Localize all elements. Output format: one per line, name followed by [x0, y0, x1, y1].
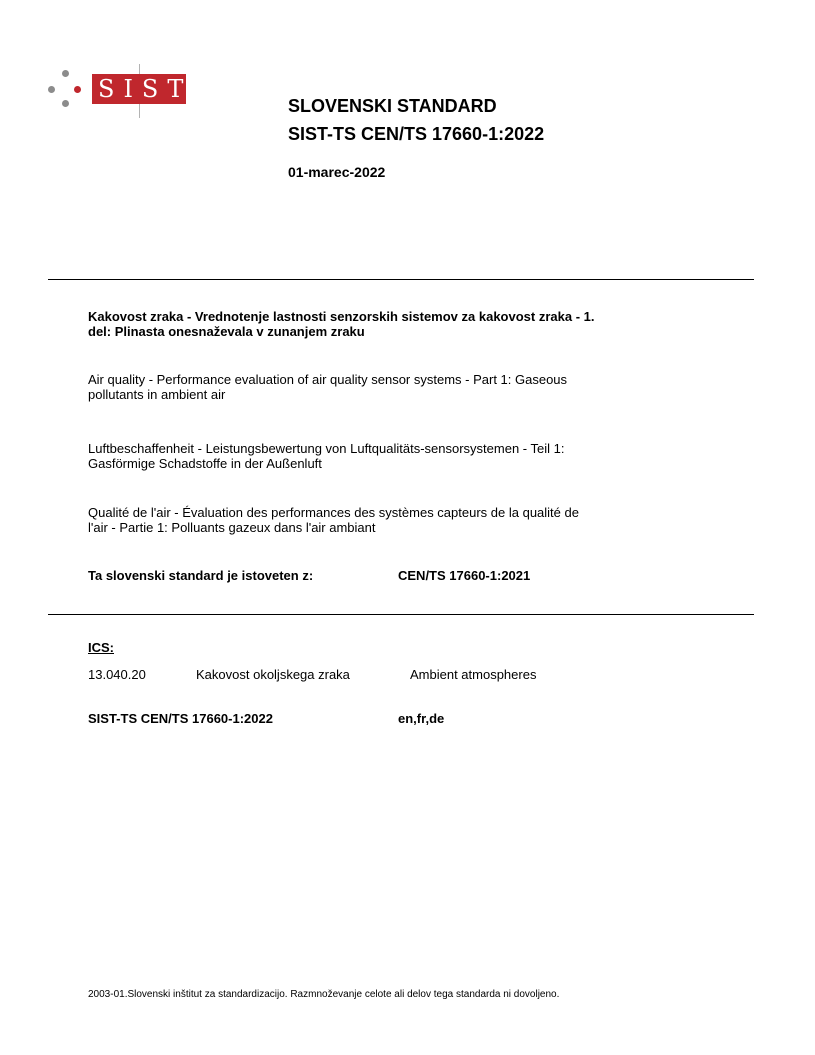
copyright-footer: 2003-01.Slovenski inštitut za standardizacijo. Razmnoževanje celote ali delov tega standarda ni dovoljeno.	[88, 989, 560, 1000]
title-french-line1: Qualité de l'air - Évaluation des performances des systèmes capteurs de la qualité de	[88, 505, 579, 520]
identity-label: Ta slovenski standard je istoveten z:	[88, 568, 314, 583]
header-standard-type: SLOVENSKI STANDARD	[288, 96, 497, 116]
title-german	[88, 441, 738, 471]
ics-description-en: Ambient atmospheres	[410, 667, 537, 682]
ics-label: ICS:	[88, 640, 114, 655]
logo-dot-icon	[62, 100, 69, 107]
divider-top	[48, 279, 754, 280]
logo-dot-icon	[62, 70, 69, 77]
title-english-line2: pollutants in ambient air	[88, 387, 226, 402]
title-french-line2: l'air - Partie 1: Polluants gazeux dans l'air ambiant	[88, 520, 376, 535]
title-slovenian-line1: Kakovost zraka - Vrednotenje lastnosti senzorskih sistemov za kakovost zraka - 1.	[88, 309, 595, 324]
sist-logo	[44, 64, 214, 120]
title-german-line1: Luftbeschaffenheit - Leistungsbewertung von Luftqualitäts-sensorsystemen - Teil 1:	[88, 441, 565, 456]
header-standard-code: SIST-TS CEN/TS 17660-1:2022	[288, 124, 545, 144]
title-english	[88, 372, 738, 402]
identity-value: CEN/TS 17660-1:2021	[398, 568, 531, 583]
logo-wordmark: SIST	[92, 74, 186, 104]
logo-dot-icon	[48, 86, 55, 93]
designation-code: SIST-TS CEN/TS 17660-1:2022	[88, 711, 273, 726]
publication-date: 01-marec-2022	[288, 164, 386, 180]
title-slovenian	[88, 309, 738, 339]
divider-bottom	[48, 614, 754, 615]
title-english-line1: Air quality - Performance evaluation of air quality sensor systems - Part 1: Gaseous	[88, 372, 568, 387]
ics-description-sl: Kakovost okoljskega zraka	[196, 667, 350, 682]
ics-code: 13.040.20	[88, 667, 146, 682]
title-french	[88, 505, 738, 535]
title-german-line2: Gasförmige Schadstoffe in der Außenluft	[88, 456, 322, 471]
title-slovenian-line2: del: Plinasta onesnaževala v zunanjem zraku	[88, 324, 365, 339]
designation-languages: en,fr,de	[398, 711, 445, 726]
logo-dot-red-icon	[74, 86, 81, 93]
